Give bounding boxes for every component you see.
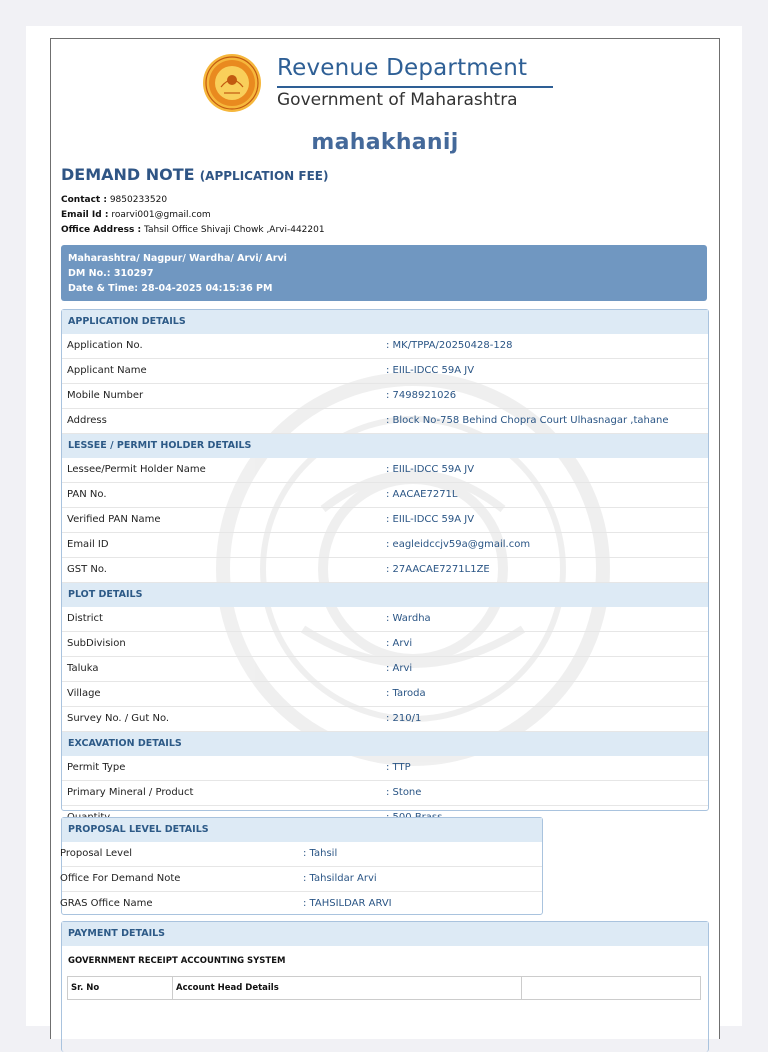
detail-row [62,632,708,657]
detail-label: Village [67,688,101,699]
detail-value: : Tahsildar Arvi [303,873,377,884]
detail-label: Proposal Level [60,848,133,859]
contact-label: Contact : [61,195,107,205]
email-value: roarvi001@gmail.com [111,210,211,220]
office-address-label: Office Address : [61,225,142,235]
section-heading: APPLICATION DETAILS [62,310,708,334]
detail-value: : TTP [386,762,411,773]
table-header-row [68,977,701,1000]
office-address-line [61,225,325,235]
detail-value: : EIIL-IDCC 59A JV [386,514,475,525]
detail-value: : EIIL-IDCC 59A JV [386,464,475,475]
detail-row [62,842,542,867]
section-heading: EXCAVATION DETAILS [62,732,708,756]
document-page [26,26,742,1026]
email-line [61,210,211,220]
section-application [62,310,708,434]
detail-value: : TAHSILDAR ARVI [303,898,392,909]
detail-value: : MK/TPPA/20250428-128 [386,340,513,351]
detail-row [62,558,708,583]
detail-value: : 27AACAE7271L1ZE [386,564,490,575]
dm-info-banner [61,245,707,301]
detail-row [62,756,708,781]
detail-label: Verified PAN Name [67,514,161,525]
section-plot [62,583,708,732]
detail-label: SubDivision [67,638,126,649]
section-heading: PROPOSAL LEVEL DETAILS [62,818,542,842]
detail-value: : Tahsil [303,848,338,859]
detail-row [62,657,708,682]
column-header: Account Head Details [173,977,522,1000]
payment-panel [61,921,709,1052]
detail-row [62,483,708,508]
location-path: Maharashtra/ Nagpur/ Wardha/ Arvi/ Arvi [68,253,287,264]
details-panel [61,309,709,811]
detail-value: : Block No-758 Behind Chopra Court Ulhasnagar ,tahane [386,415,669,426]
section-lessee [62,434,708,583]
department-title: Revenue Department [277,55,528,81]
detail-label: Taluka [67,663,99,674]
detail-label: PAN No. [67,489,107,500]
maharashtra-emblem-icon [199,53,265,113]
government-subtitle: Government of Maharashtra [277,90,518,110]
date-time: Date & Time: 28-04-2025 04:15:36 PM [68,283,273,294]
detail-label: GRAS Office Name [60,898,153,909]
detail-value: : Arvi [386,663,413,674]
section-excavation [62,732,708,830]
demand-note-subtitle: (APPLICATION FEE) [199,169,329,183]
detail-value: : Taroda [386,688,426,699]
detail-label: Mobile Number [67,390,144,401]
demand-note-title: DEMAND NOTE [61,165,195,184]
detail-label: Office For Demand Note [60,873,181,884]
detail-value: : Stone [386,787,422,798]
detail-value: : 210/1 [386,713,422,724]
detail-row [62,508,708,533]
column-header: Sr. No [68,977,173,1000]
detail-row [62,384,708,409]
brand-name: mahakhanij [311,130,459,155]
detail-label: Email ID [67,539,109,550]
section-heading: PAYMENT DETAILS [62,922,708,946]
title-divider [277,86,553,88]
detail-value: : eagleidccjv59a@gmail.com [386,539,531,550]
detail-value: : Wardha [386,613,431,624]
detail-row [62,533,708,558]
demand-note-heading [61,165,328,184]
detail-label: Application No. [67,340,143,351]
column-header [522,977,701,1000]
detail-row [62,707,708,732]
email-label: Email Id : [61,210,109,220]
section-heading: PLOT DETAILS [62,583,708,607]
detail-label: GST No. [67,564,107,575]
detail-value: : AACAE7271L [386,489,458,500]
contact-value: 9850233520 [109,195,168,205]
detail-label: Address [67,415,107,426]
detail-label: District [67,613,103,624]
proposal-panel [61,817,543,915]
detail-label: Permit Type [67,762,126,773]
detail-value: : Arvi [386,638,413,649]
section-heading: LESSEE / PERMIT HOLDER DETAILS [62,434,708,458]
detail-row [62,892,542,916]
detail-row [62,359,708,384]
account-head-table [67,976,701,1000]
detail-label: Primary Mineral / Product [67,787,194,798]
detail-value: : 7498921026 [386,390,457,401]
detail-row [62,781,708,806]
demand-note-frame [50,38,720,1039]
detail-row [62,458,708,483]
detail-row [62,334,708,359]
detail-row [62,607,708,632]
detail-row [62,409,708,434]
detail-row [62,867,542,892]
office-address-value: Tahsil Office Shivaji Chowk ,Arvi-442201 [143,225,325,235]
detail-label: Survey No. / Gut No. [67,713,170,724]
detail-label: Applicant Name [67,365,147,376]
dm-number: DM No.: 310297 [68,268,154,279]
payment-subtitle: GOVERNMENT RECEIPT ACCOUNTING SYSTEM [68,956,286,966]
detail-label: Lessee/Permit Holder Name [67,464,206,475]
contact-line [61,195,167,205]
detail-row [62,682,708,707]
detail-value: : EIIL-IDCC 59A JV [386,365,475,376]
